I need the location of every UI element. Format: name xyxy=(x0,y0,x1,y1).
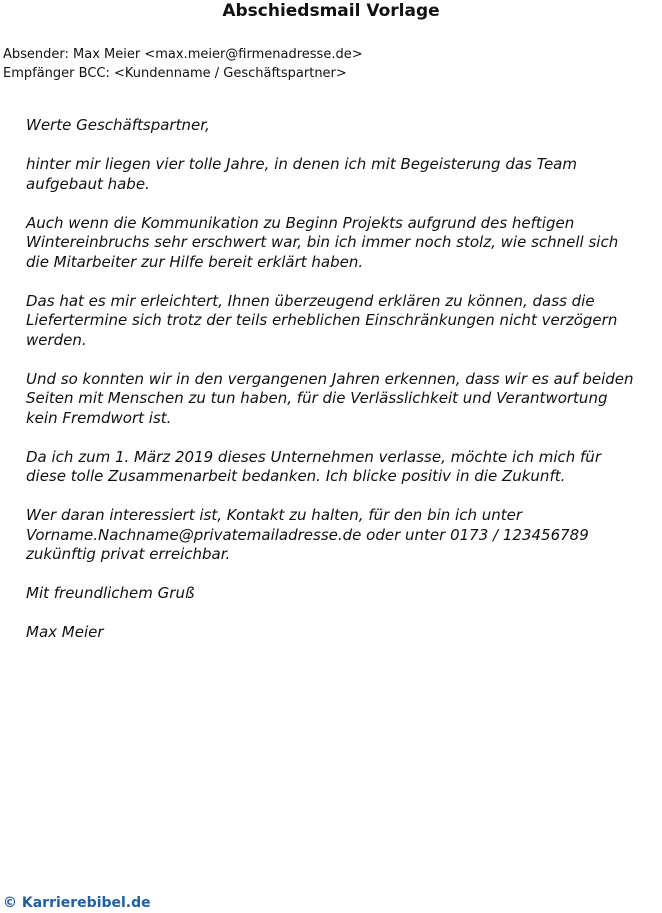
paragraph-3: Das hat es mir erleichtert, Ihnen überzeugend erklären zu können, dass die Liefertermine sich trotz der teils erheblichen Einschränkungen nicht verzögern werden. xyxy=(26,291,618,349)
paragraph-2: Auch wenn die Kommunikation zu Beginn Projekts aufgrund des heftigen Wintereinbruchs sehr erschwert war, bin ich immer noch stolz, wie schnell sich die Mitarbeiter zur Hilfe bereit erklärt haben. xyxy=(26,213,619,271)
signature: Max Meier xyxy=(26,623,104,641)
paragraph-4: Und so konnten wir in den vergangenen Jahren erkennen, dass wir es auf beiden Seiten mit Menschen zu tun haben, für die Verlässlichkeit und Verantwortung kein Fremdwort ist. xyxy=(26,369,634,427)
recipient-line: Empfänger BCC: <Kundenname / Geschäftspartner> xyxy=(3,65,347,81)
letter-body xyxy=(26,116,638,662)
email-header xyxy=(3,46,363,83)
salutation: Werte Geschäftspartner, xyxy=(26,116,210,134)
paragraph-5: Da ich zum 1. März 2019 dieses Unternehmen verlasse, möchte ich mich für diese tolle Zusammenarbeit bedanken. Ich blicke positiv in die Zukunft. xyxy=(26,447,601,485)
sender-line: Absender: Max Meier <max.meier@firmenadresse.de> xyxy=(3,47,363,62)
closing: Mit freundlichem Gruß xyxy=(26,584,195,602)
paragraph-6: Wer daran interessiert ist, Kontakt zu halten, für den bin ich unter Vorname.Nachname@privatemailadresse.de oder unter 0173 / 123456789 zukünftig privat erreichbar. xyxy=(26,506,589,563)
copyright-footer: © Karrierebibel.de xyxy=(3,895,151,911)
page-title: Abschiedsmail Vorlage xyxy=(222,1,440,21)
paragraph-1: hinter mir liegen vier tolle Jahre, in denen ich mit Begeisterung das Team aufgebaut habe. xyxy=(26,155,577,193)
